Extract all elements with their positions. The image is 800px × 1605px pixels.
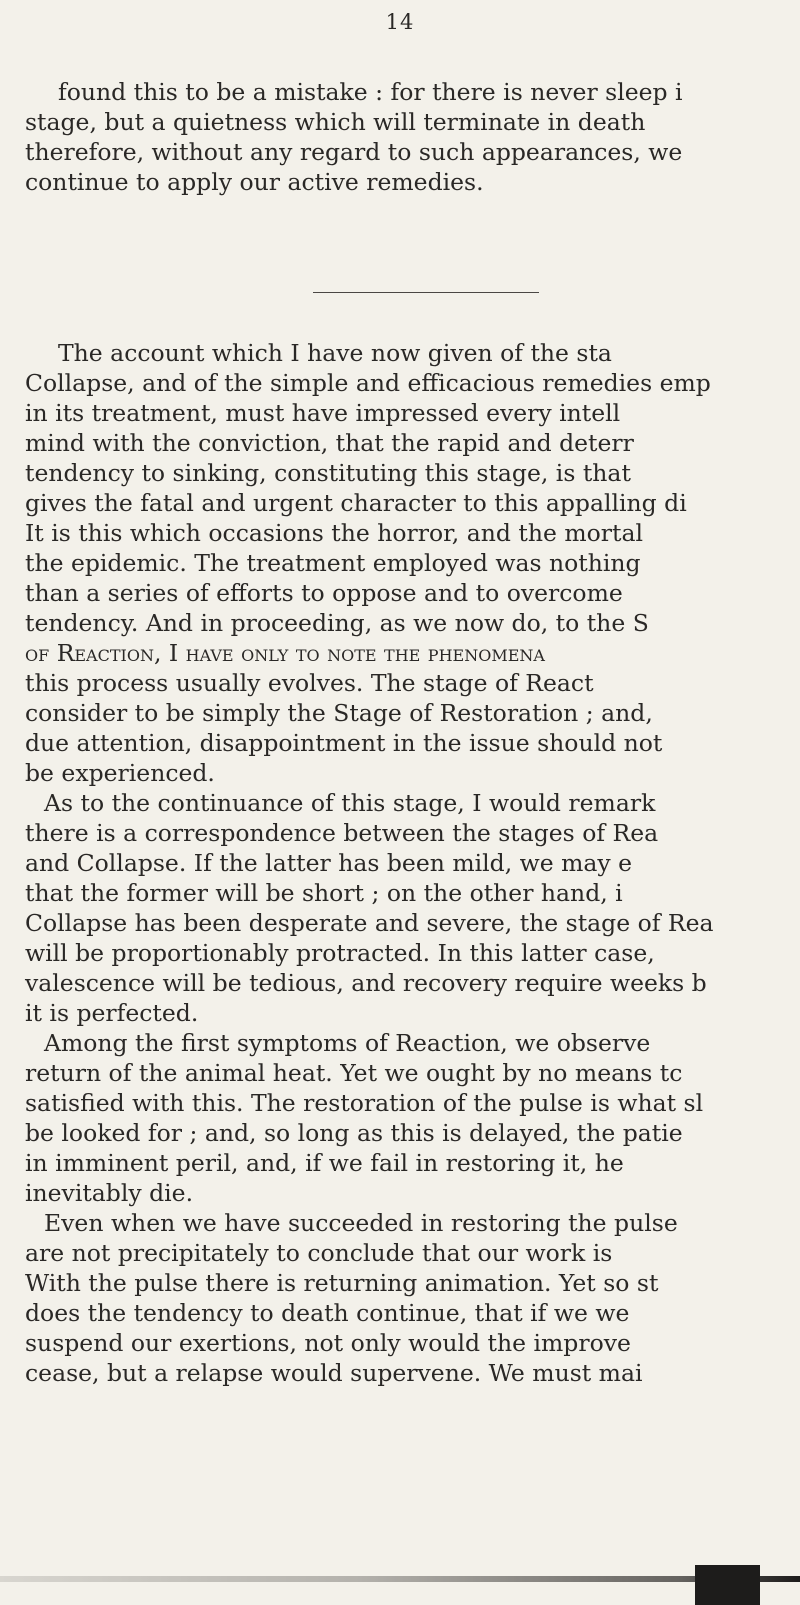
bottom-edge-shadow bbox=[0, 1576, 800, 1582]
text-line: It is this which occasions the horror, and the mortal bbox=[25, 519, 643, 547]
text-line: tendency. And in proceeding, as we now do, to the S bbox=[25, 609, 649, 637]
text-line: return of the animal heat. Yet we ought by no means tc bbox=[25, 1059, 683, 1087]
text-line: With the pulse there is returning animation. Yet so st bbox=[25, 1269, 659, 1297]
text-line: Collapse has been desperate and severe, the stage of Rea bbox=[25, 909, 714, 937]
text-line: found this to be a mistake : for there is never sleep i bbox=[58, 78, 683, 106]
text-line: inevitably die. bbox=[25, 1179, 194, 1207]
text-line: suspend our exertions, not only would the improve bbox=[25, 1329, 631, 1357]
text-line: The account which I have now given of the sta bbox=[58, 339, 612, 367]
text-line: Even when we have succeeded in restoring the pulse bbox=[44, 1209, 678, 1237]
text-line: it is perfected. bbox=[25, 999, 199, 1027]
text-line: valescence will be tedious, and recovery require weeks b bbox=[25, 969, 707, 997]
text-line: gives the fatal and urgent character to this appalling di bbox=[25, 489, 687, 517]
text-line: therefore, without any regard to such appearances, we bbox=[25, 138, 683, 166]
text-line: satisfied with this. The restoration of the pulse is what sl bbox=[25, 1089, 704, 1117]
text-line: be looked for ; and, so long as this is delayed, the patie bbox=[25, 1119, 683, 1147]
text-line: the epidemic. The treatment employed was nothing bbox=[25, 549, 641, 577]
text-line: due attention, disappointment in the issue should not bbox=[25, 729, 663, 757]
text-line: As to the continuance of this stage, I would remark bbox=[44, 789, 656, 817]
text-line: does the tendency to death continue, that if we we bbox=[25, 1299, 630, 1327]
text-line: that the former will be short ; on the other hand, i bbox=[25, 879, 623, 907]
text-line: consider to be simply the Stage of Restoration ; and, bbox=[25, 699, 653, 727]
text-line: this process usually evolves. The stage of React bbox=[25, 669, 594, 697]
text-line: in its treatment, must have impressed every intell bbox=[25, 399, 621, 427]
text-line: will be proportionably protracted. In this latter case, bbox=[25, 939, 655, 967]
text-line: are not precipitately to conclude that our work is bbox=[25, 1239, 613, 1267]
text-line: be experienced. bbox=[25, 759, 215, 787]
text-line: tendency to sinking, constituting this stage, is that bbox=[25, 459, 631, 487]
text-line: of Reaction, I have only to note the phenomena bbox=[25, 639, 545, 667]
text-line: continue to apply our active remedies. bbox=[25, 168, 484, 196]
text-line: and Collapse. If the latter has been mild, we may e bbox=[25, 849, 633, 877]
text-line: there is a correspondence between the stages of Rea bbox=[25, 819, 659, 847]
page-number: 14 bbox=[385, 10, 415, 34]
text-line: in imminent peril, and, if we fail in restoring it, he bbox=[25, 1149, 624, 1177]
text-line: mind with the conviction, that the rapid and deterr bbox=[25, 429, 634, 457]
text-line: cease, but a relapse would supervene. We must mai bbox=[25, 1359, 643, 1387]
text-line: stage, but a quietness which will terminate in death bbox=[25, 108, 646, 136]
text-line: than a series of efforts to oppose and to overcome bbox=[25, 579, 623, 607]
text-line: Among the first symptoms of Reaction, we observe bbox=[44, 1029, 651, 1057]
text-line: Collapse, and of the simple and efficacious remedies emp bbox=[25, 369, 711, 397]
bottom-edge-block bbox=[695, 1565, 760, 1605]
section-divider bbox=[313, 292, 539, 293]
